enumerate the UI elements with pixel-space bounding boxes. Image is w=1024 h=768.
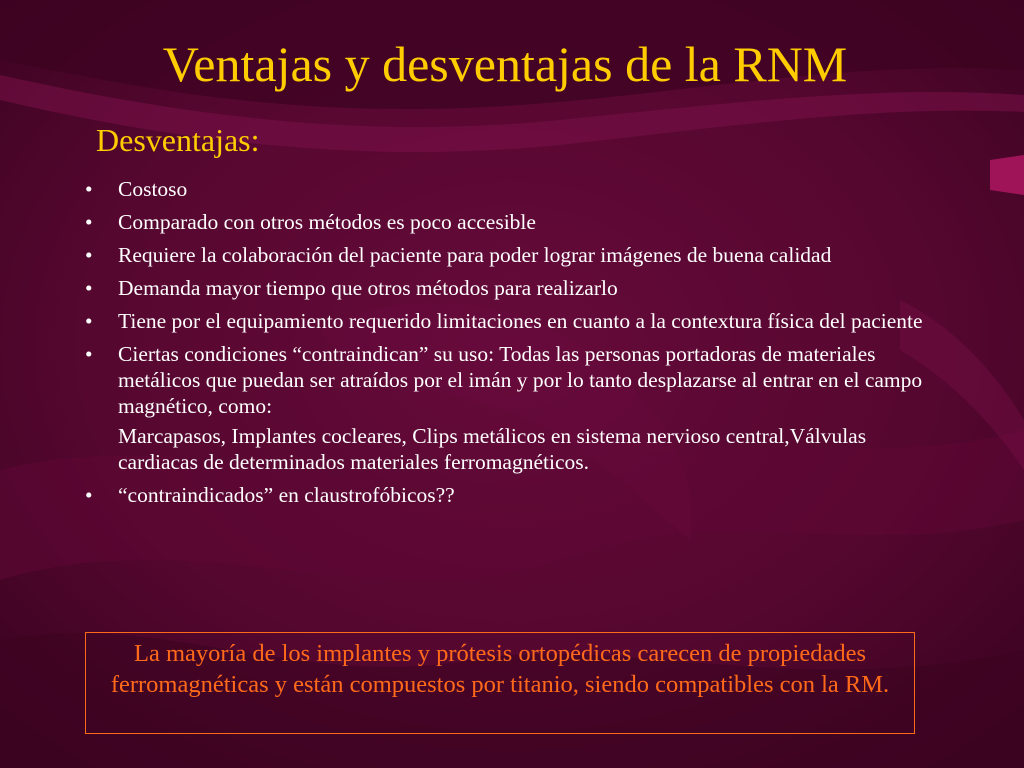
bullet-icon: • xyxy=(85,483,93,507)
list-item-text: Tiene por el equipamiento requerido limitaciones en cuanto a la contextura física del paciente xyxy=(118,309,923,333)
list-item xyxy=(80,209,930,235)
list-item xyxy=(80,176,930,202)
note-box: La mayoría de los implantes y prótesis ortopédicas carecen de propiedades ferromagnéticas y están compuestos por titanio, siendo compatibles con la RM. xyxy=(85,632,915,734)
list-item-continuation xyxy=(80,423,930,475)
list-item xyxy=(80,341,930,419)
bullet-list xyxy=(80,176,930,515)
list-item-text: Requiere la colaboración del paciente para poder lograr imágenes de buena calidad xyxy=(118,243,832,267)
list-item-text: Marcapasos, Implantes cocleares, Clips metálicos en sistema nervioso central,Válvulas cardiacas de determinados materiales ferromagnéticos. xyxy=(118,424,867,474)
bullet-icon: • xyxy=(85,177,93,201)
slide-subtitle: Desventajas: xyxy=(96,122,260,158)
bullet-icon: • xyxy=(85,342,93,366)
bullet-icon: • xyxy=(85,210,93,234)
bullet-icon: • xyxy=(85,243,93,267)
list-item-text: Demanda mayor tiempo que otros métodos para realizarlo xyxy=(118,276,618,300)
list-item xyxy=(80,275,930,301)
list-item-text: Costoso xyxy=(118,177,188,201)
bullet-icon: • xyxy=(85,276,93,300)
list-item-text: Comparado con otros métodos es poco accesible xyxy=(118,210,536,234)
list-item-text: Ciertas condiciones “contraindican” su uso: Todas las personas portadoras de materiales metálicos que puedan ser atraídos por el imán y por lo tanto desplazarse al entrar en el campo magnético, como: xyxy=(118,342,923,418)
list-item-text: “contraindicados” en claustrofóbicos?? xyxy=(118,483,455,507)
list-item xyxy=(80,308,930,334)
list-item xyxy=(80,242,930,268)
bullet-icon: • xyxy=(85,309,93,333)
slide-title: Ventajas y desventajas de la RNM xyxy=(162,36,848,92)
list-item xyxy=(80,482,930,508)
